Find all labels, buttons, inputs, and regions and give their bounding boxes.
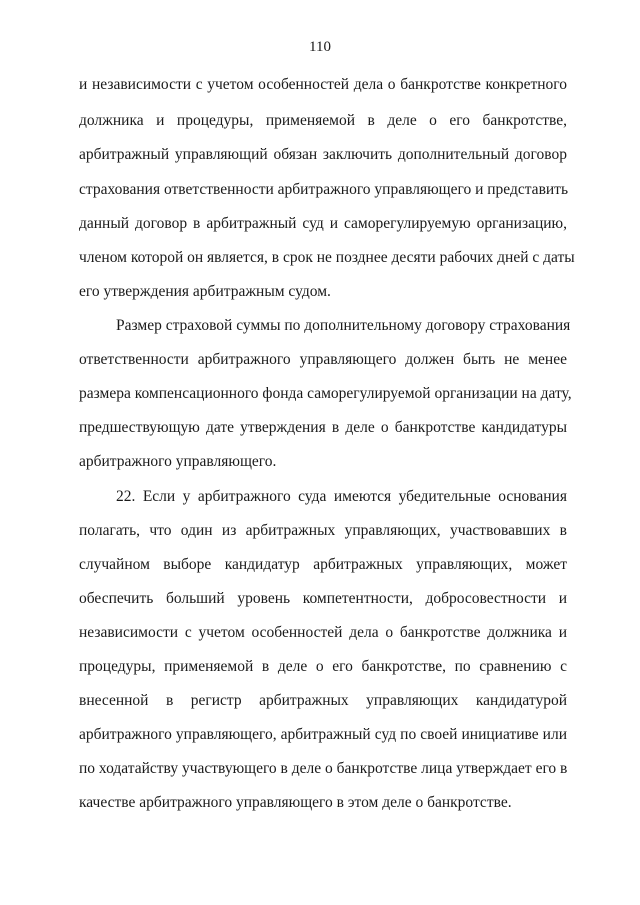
- text-line: данный договор в арбитражный суд и саморегулируемую организацию,: [79, 215, 567, 232]
- text-line: и независимости с учетом особенностей дела о банкротстве конкретного: [79, 76, 567, 93]
- text-line: независимости с учетом особенностей дела о банкротстве должника и: [79, 624, 567, 641]
- page-number: 110: [309, 39, 331, 55]
- text-line: арбитражного управляющего.: [79, 453, 277, 470]
- text-line: ответственности арбитражного управляющего должен быть не менее: [79, 351, 567, 368]
- text-line: полагать, что один из арбитражных управляющих, участвовавших в: [79, 522, 567, 539]
- text-line: членом которой он является, в срок не позднее десяти рабочих дней с даты: [79, 249, 575, 266]
- text-line: арбитражный управляющий обязан заключить дополнительный договор: [79, 146, 567, 163]
- text-line: качестве арбитражного управляющего в этом деле о банкротстве.: [79, 794, 512, 811]
- text-line: обеспечить больший уровень компетентности, добросовестности и: [79, 590, 567, 607]
- text-line: по ходатайству участвующего в деле о банкротстве лица утверждает его в: [79, 760, 568, 777]
- text-line: размера компенсационного фонда саморегулируемой организации на дату,: [79, 385, 572, 402]
- text-line: внесенной в регистр арбитражных управляющих кандидатурой: [79, 692, 567, 709]
- text-line: должника и процедуры, применяемой в деле о его банкротстве,: [79, 112, 567, 129]
- text-line: арбитражного управляющего, арбитражный суд по своей инициативе или: [79, 726, 567, 743]
- text-line: процедуры, применяемой в деле о его банкротстве, по сравнению с: [79, 658, 567, 675]
- text-line: 22. Если у арбитражного суда имеются убедительные основания: [116, 488, 567, 505]
- text-line: предшествующую дате утверждения в деле о банкротстве кандидатуры: [79, 419, 567, 436]
- text-line: случайном выборе кандидатур арбитражных управляющих, может: [79, 556, 567, 573]
- text-line: страхования ответственности арбитражного управляющего и представить: [79, 181, 569, 198]
- text-line: его утверждения арбитражным судом.: [79, 283, 331, 300]
- text-line: Размер страховой суммы по дополнительному договору страхования: [116, 317, 571, 334]
